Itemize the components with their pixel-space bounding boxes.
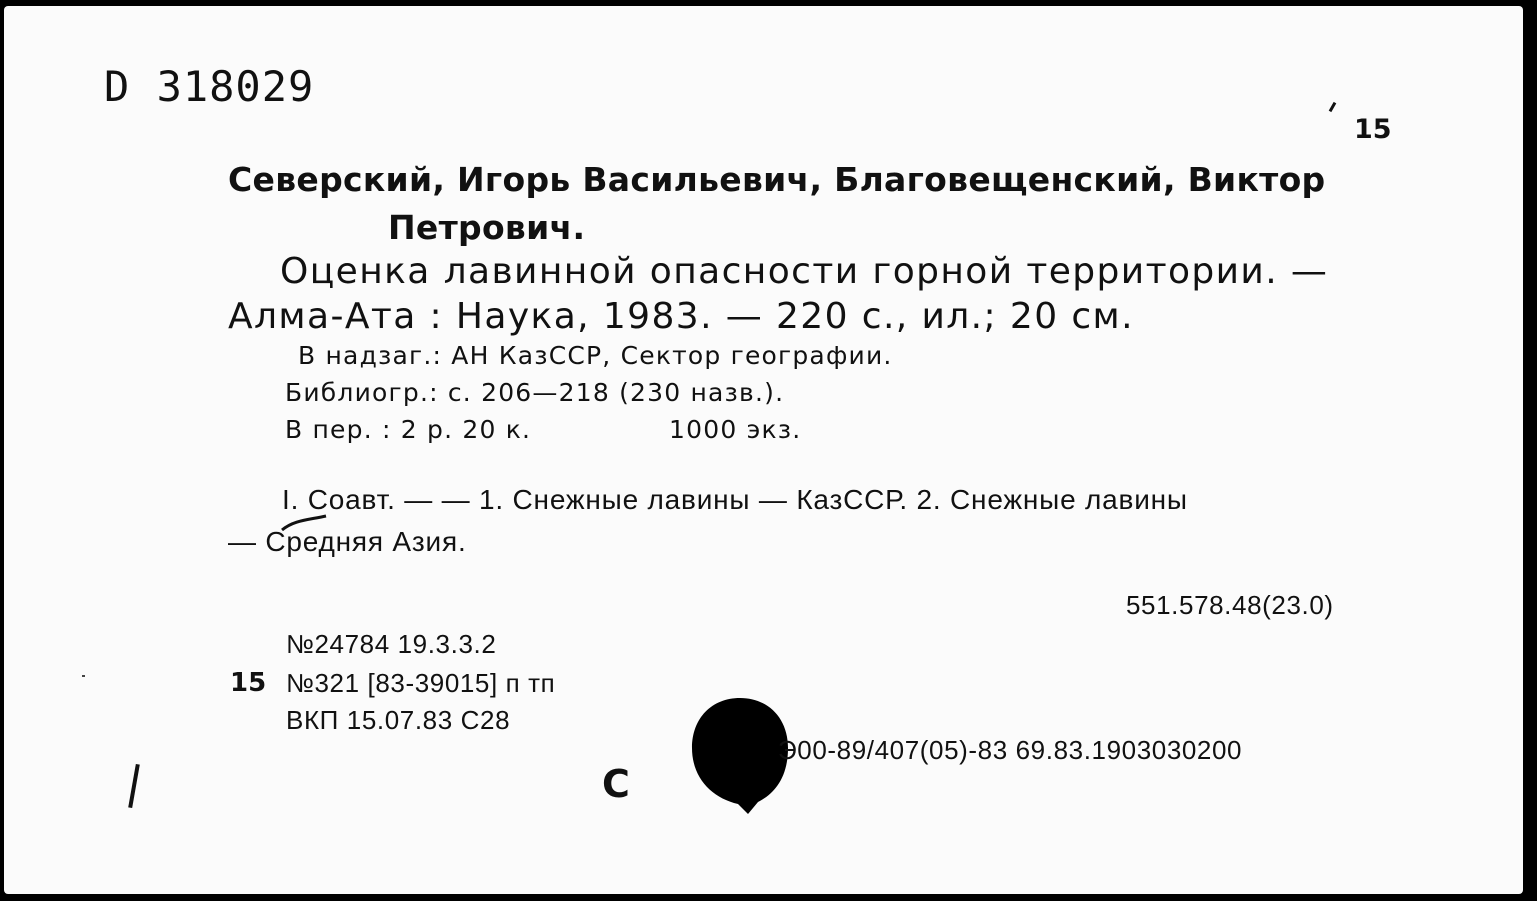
letter-c: С [602, 762, 630, 806]
corner-number: 15 [1354, 114, 1392, 145]
record-number: №24784 19.3.3.2 [286, 629, 497, 659]
vkp-line: ВКП 15.07.83 С28 [286, 705, 511, 735]
bbk-code: Э00-89/407(05)-83 69.83.1903030200 [778, 735, 1243, 765]
title-line-1: Оценка лавинной опасности горной территории. — [280, 251, 1329, 292]
left-margin-number: 15 [230, 668, 267, 698]
author-line-2: Петрович. [388, 208, 586, 247]
corner-tick-mark [1329, 102, 1337, 112]
hand-correction-mark [276, 510, 336, 536]
speck-mark [82, 675, 85, 677]
note-copies: 1000 экз. [669, 415, 802, 444]
catalog-card [4, 6, 1523, 894]
pen-stroke-mark [128, 764, 140, 808]
tracing-line-1: I. Соавт. — — 1. Снежные лавины — КазССР. 2. Снежные лавины [282, 484, 1188, 515]
order-number: №321 [83-39015] п тп [286, 668, 556, 698]
call-number: D 318029 [104, 62, 315, 111]
note-price: В пер. : 2 р. 20 к. [285, 415, 532, 444]
tracing-line-2: — Средняя Азия. [228, 526, 467, 557]
note-bibliography: Библиогр.: с. 206—218 (230 назв.). [285, 378, 785, 407]
ink-blot [688, 694, 792, 818]
udc-code: 551.578.48(23.0) [1126, 590, 1334, 620]
author-line-1: Северский, Игорь Васильевич, Благовещенский, Виктор [228, 160, 1326, 199]
note-header: В надзаг.: АН КазССР, Сектор географии. [298, 341, 893, 370]
title-line-2: Алма-Ата : Наука, 1983. — 220 с., ил.; 20 см. [228, 296, 1134, 337]
